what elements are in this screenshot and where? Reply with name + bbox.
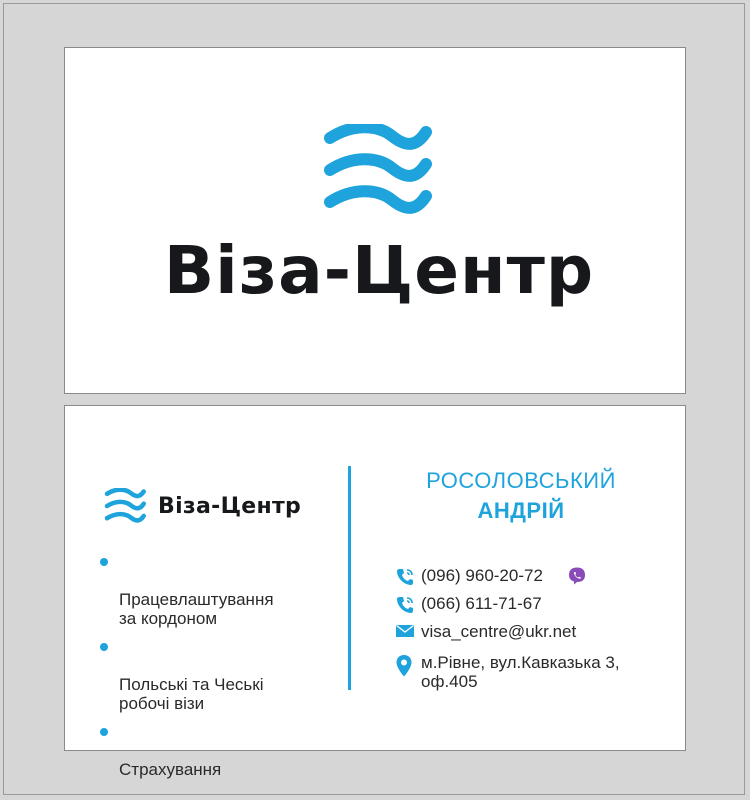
viber-icon: [567, 566, 587, 586]
phone-1-text: (096) 960-20-72: [421, 566, 543, 585]
brand-name-large: Віза-Центр: [163, 232, 595, 309]
service-item: [99, 722, 349, 779]
contact-email: [395, 622, 655, 644]
bullet-icon: [100, 728, 108, 736]
bullet-icon: [100, 558, 108, 566]
envelope-icon: [395, 623, 415, 639]
phone-2-text: (066) 611-71-67: [421, 594, 542, 613]
contact-address: [395, 653, 675, 693]
person-last-name: РОСОЛОВСЬКИЙ: [426, 468, 616, 493]
business-card-front: [64, 47, 686, 394]
bullet-icon: [100, 643, 108, 651]
phone-icon: [395, 595, 415, 615]
vertical-divider: [348, 466, 351, 690]
contact-phone-1: [395, 566, 655, 588]
brand-name-small: Віза-Центр: [158, 494, 302, 519]
service-item: [99, 637, 349, 713]
address-text: м.Рівне, вул.Кавказька 3, оф.405: [421, 653, 620, 691]
business-card-back: [64, 405, 686, 779]
person-first-name: АНДРІЙ: [477, 498, 565, 523]
services-list: [99, 552, 349, 788]
contact-phone-2: [395, 594, 655, 616]
service-label: Працевлаштування за кордоном: [119, 590, 274, 628]
service-label: Польські та Чеські робочі візи: [119, 675, 264, 713]
service-label: Страхування: [119, 760, 222, 779]
phone-icon: [395, 567, 415, 587]
map-pin-icon: [395, 654, 413, 678]
waves-logo-icon: [322, 124, 432, 216]
email-text: visa_centre@ukr.net: [421, 622, 577, 641]
service-item: [99, 552, 349, 628]
waves-logo-icon-small: [104, 488, 146, 524]
